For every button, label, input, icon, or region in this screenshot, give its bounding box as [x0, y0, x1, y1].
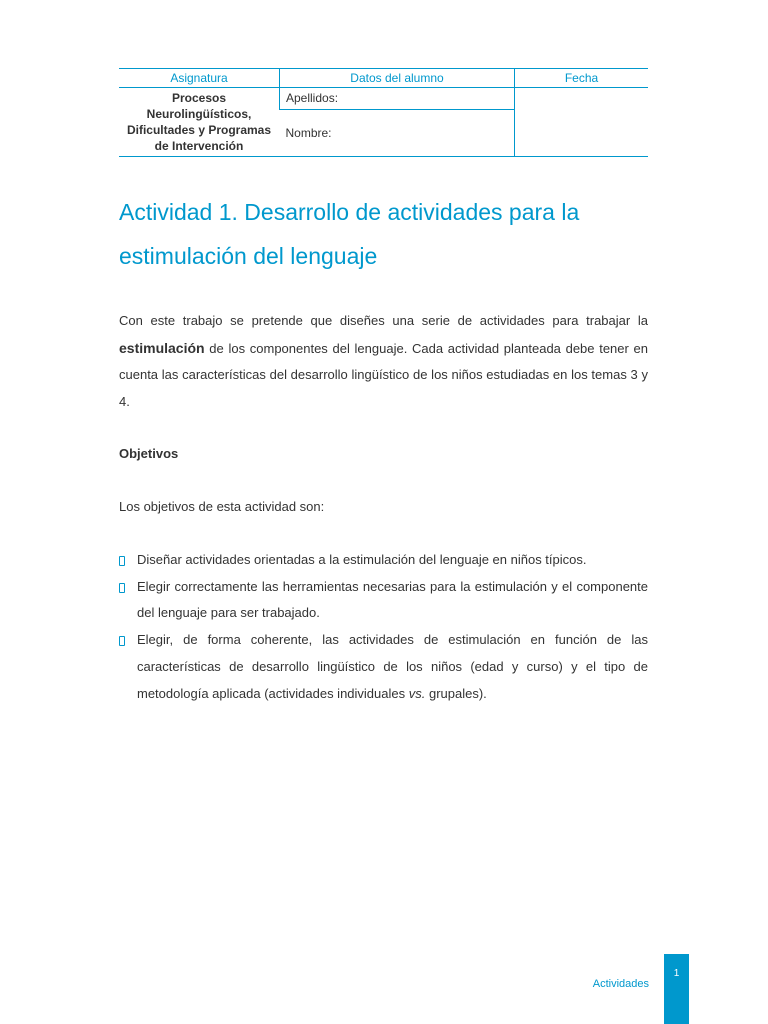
objectives-intro: Los objetivos de esta actividad son:: [119, 499, 325, 514]
intro-paragraph: [119, 308, 648, 416]
list-item: [119, 627, 648, 707]
footer-section-label: Actividades: [592, 978, 649, 990]
subject-name: Procesos Neurolingüísticos, Dificultades y Programas de Intervención: [119, 88, 280, 157]
paragraph-bold-term: estimulación: [119, 339, 205, 356]
column-asignatura: Asignatura: [119, 69, 280, 88]
nombre-field[interactable]: Nombre:: [280, 109, 515, 156]
paragraph-text-end: de los componentes del lenguaje. Cada actividad planteada debe tener en cuenta las características del desarrollo lingüístico de los niños estudiadas en los temas 3 y 4.: [119, 340, 648, 410]
paragraph-text-start: Con este trabajo se pretende que diseñes una serie de actividades para trabajar la: [119, 313, 648, 328]
list-item-text: Diseñar actividades orientadas a la estimulación del lenguaje en niños típicos.: [137, 552, 587, 567]
list-item-text-start: Elegir, de forma coherente, las actividades de estimulación en función de las características de desarrollo lingüístico de los niños (edad y curso) y el tipo de metodología aplicada (actividades individuales: [137, 632, 648, 701]
list-item: [119, 574, 648, 627]
list-item: [119, 547, 648, 574]
header-table: [119, 68, 648, 157]
page-number-tab: [664, 954, 689, 1024]
objectives-list: [119, 547, 648, 707]
list-item-text-end: grupales).: [425, 685, 487, 701]
fecha-field[interactable]: [515, 88, 649, 157]
bullet-icon: [119, 556, 125, 566]
column-fecha: Fecha: [515, 69, 649, 88]
list-item-text: Elegir correctamente las herramientas necesarias para la estimulación y el componente del lenguaje para ser trabajado.: [137, 578, 648, 621]
bullet-icon: [119, 636, 125, 646]
page-number: 1: [673, 968, 680, 979]
page-title: Actividad 1. Desarrollo de actividades para la estimulación del lenguaje: [119, 199, 580, 269]
column-datos-alumno: Datos del alumno: [280, 69, 515, 88]
apellidos-field[interactable]: Apellidos:: [280, 88, 515, 110]
objectives-heading: Objetivos: [119, 446, 179, 461]
bullet-icon: [119, 583, 125, 593]
list-item-italic: vs.: [408, 685, 426, 701]
